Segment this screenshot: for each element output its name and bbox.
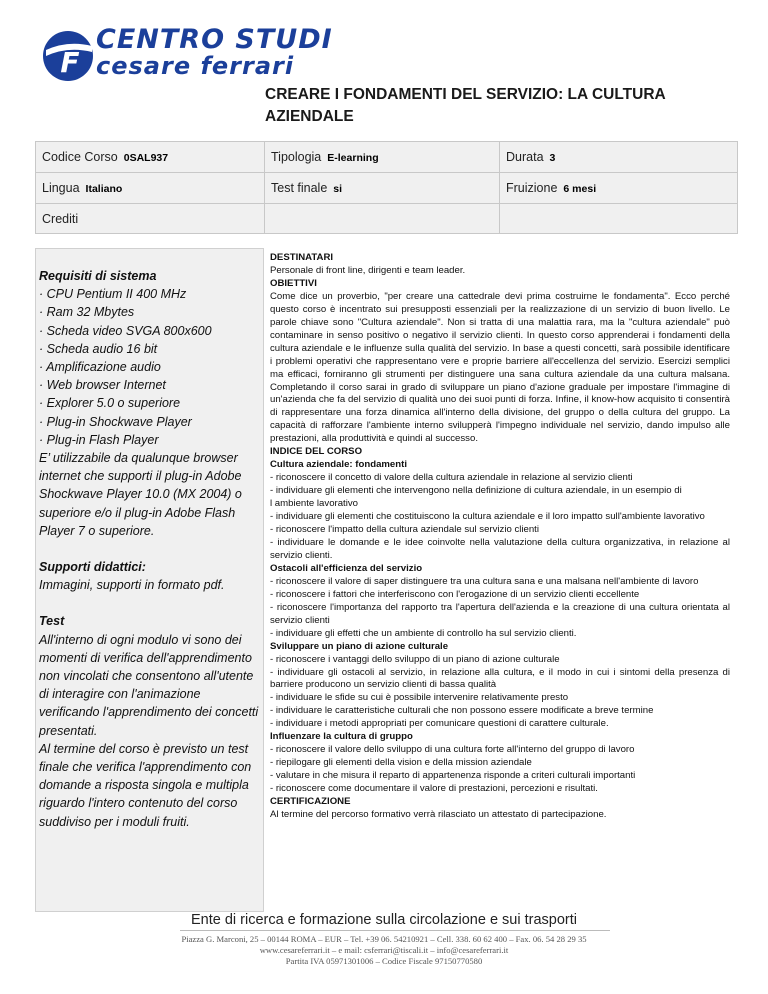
requisiti-item: · Web browser Internet [39, 378, 166, 393]
certificazione-text: Al termine del percorso formativo verrà rilasciato un attestato di partecipazione. [270, 808, 607, 820]
destinatari-heading: DESTINATARI [270, 252, 334, 263]
empty-cell [500, 204, 738, 234]
module-item: - riconoscere il valore di saper distinguere tra una cultura sana e una malsana nell'ambiente di lavoro [270, 575, 699, 587]
requisiti-item: · Ram 32 Mbytes [39, 305, 135, 320]
test-finale-value: si [333, 183, 343, 195]
durata-value: 3 [549, 152, 556, 164]
crediti-cell [36, 204, 265, 234]
lingua-label: Lingua [42, 181, 80, 195]
supporti-heading: Supporti didattici: [39, 560, 146, 575]
test-finale-cell [265, 173, 500, 204]
lingua-value: Italiano [85, 183, 123, 195]
obiettivi-text: Come dice un proverbio, "per creare una cattedrale devi prima costruirne le fondamenta". Ecco perché questo corso è incentrato sui presupposti essenziali per la realizzazione di un servizio di buon livello. Le parole chiave sono "Cultura aziendale". Non si tratta di una malattia rara, ma la "cultura aziendale" può contaminare in senso positivo o negativo il servizio clienti. In questo corso apprenderai i fondamenti della cultura aziendale e le influenze sulla qualità del servizio. In base a questi concetti, sarà possibile identificare i problemi operativi che rappresentano vere e proprie barriere all'eccellenza del servizio. Esercizi semplici ma efficaci, forniranno gli strumenti per distinguere una sana cultura aziendale da una cultura malsana. Completando il corso sarai in grado di sviluppare un piano d'azione graduale per impostare l'immagine di un'azienda che fa del servizio di qualità uno dei suoi punti di forza. Infine, il know-how acquisito ti consentirà di rappresentare una forza dinamica all'interno della divisione, del gruppo o della cultura del gruppo. La capacità di rafforzare l'ambiente interno svilupperà l'impegno individuale nel servizio, dando impulso alle prestazioni, alla produttività e quindi al successo. [270, 290, 730, 445]
module-item: - individuare i metodi appropriati per comunicare questioni di carattere culturale. [270, 718, 609, 730]
tipologia-cell [265, 142, 500, 173]
module-item: - riepilogare gli elementi della vision e della mission aziendale [270, 757, 532, 769]
module-item: - riconoscere i fattori che interferiscono con l'erogazione di un servizio clienti eccellente [270, 588, 640, 600]
test-text: All'interno di ogni modulo vi sono dei momenti di verifica dell'apprendimento non vincolati che consentono all'utente di interagire con l'animazione verificando l'apprendimento dei concetti presentati. [39, 632, 259, 738]
module-heading: Cultura aziendale: fondamenti [270, 459, 407, 471]
requisiti-item: · Explorer 5.0 o superiore [39, 396, 181, 411]
test-text: Al termine del corso è previsto un test finale che verifica l'apprendimento con domande a risposta singola e multipla riguardo l'intero contenuto del corso suddiviso per i moduli fruiti. [39, 741, 252, 829]
module-item: - individuare le caratteristiche culturali che non possono essere modificate a breve termine [270, 705, 654, 717]
durata-cell [500, 142, 738, 173]
lingua-cell [36, 173, 265, 204]
module-heading: Influenzare la cultura di gruppo [270, 731, 413, 743]
requisiti-heading: Requisiti di sistema [39, 269, 157, 283]
footer-divider [180, 930, 610, 931]
module-item: - individuare gli ostacoli al servizio, in relazione alla cultura, e il modo in cui i sintomi della presenza di barriere producono un servizio clienti di bassa qualità [270, 666, 730, 691]
supporti-block [39, 558, 259, 594]
module-item: - riconoscere il concetto di valore della cultura aziendale in relazione al servizio clienti [270, 472, 633, 484]
module-item: - riconoscere i vantaggi dello sviluppo di un piano di azione culturale [270, 653, 560, 665]
fruizione-value: 6 mesi [563, 183, 597, 195]
tipologia-label: Tipologia [271, 150, 322, 164]
footer-contacts: www.cesareferrari.it – e mail: csferrari@tiscali.it – info@cesareferrari.it [259, 945, 509, 955]
module-item: - individuare gli elementi che costituiscono la cultura aziendale e il loro impatto sull'ambiente lavorativo [270, 511, 705, 523]
module-item: - individuare gli elementi che intervengono nella definizione di cultura aziendale, in un esempio di [270, 485, 682, 497]
info-row [36, 142, 738, 173]
requisiti-item: · Plug-in Flash Player [39, 432, 159, 447]
certificazione-heading: CERTIFICAZIONE [270, 796, 351, 808]
module-item: l ambiente lavorativo [270, 498, 358, 510]
module-item: - valutare in che misura il reparto di appartenenza risponde a criteri culturali importanti [270, 770, 636, 782]
module-item: - riconoscere il valore dello sviluppo di una cultura forte all'interno del gruppo di lavoro [270, 744, 635, 756]
empty-cell [265, 204, 500, 234]
footer-title: Ente di ricerca e formazione sulla circolazione e sui trasporti [190, 912, 578, 928]
module-item: - riconoscere l'impatto della cultura aziendale sul servizio clienti [270, 524, 539, 536]
requisiti-item: · Scheda video SVGA 800x600 [39, 323, 212, 338]
codice-value: 0SAL937 [123, 152, 169, 164]
durata-label: Durata [506, 150, 544, 164]
module-item: - individuare le sfide su cui è possibile intervenire relativamente presto [270, 692, 569, 704]
obiettivi-heading: OBIETTIVI [270, 277, 317, 289]
left-sidebar-text [36, 267, 265, 849]
logo-line1: CENTRO STUDI [96, 24, 333, 55]
module-item: - riconoscere come documentare il valore di prestazioni, percezioni e risultati. [270, 783, 598, 795]
crediti-label: Crediti [42, 211, 79, 226]
footer-address: Piazza G. Marconi, 25 – 00144 ROMA – EUR – Tel. +39 06. 54210921 – Cell. 338. 60 62 400 – Fax. 06. 54 28 29 35 [181, 934, 587, 944]
module-item: - individuare gli effetti che un ambiente di controllo ha sul servizio clienti. [270, 627, 577, 639]
requisiti-item: · Amplificazione audio [39, 360, 161, 375]
logo-line2: cesare ferrari [96, 52, 295, 80]
course-title: CREARE I FONDAMENTI DEL SERVIZIO: LA CULTURA AZIENDALE [265, 86, 666, 125]
test-finale-label: Test finale [271, 181, 328, 195]
left-sidebar [35, 248, 264, 912]
course-info-table [35, 141, 738, 234]
module-item: - individuare le domande e le idee coinvolte nella valutazione della cultura organizzativa, in relazione al servizio clienti. [270, 536, 730, 561]
supporti-text: Immagini, supporti in formato pdf. [39, 578, 225, 593]
test-block [39, 612, 259, 830]
requisiti-item: · Plug-in Shockwave Player [39, 414, 192, 429]
tipologia-value: E-learning [327, 152, 379, 164]
requisiti-item: · CPU Pentium II 400 MHz [39, 287, 187, 302]
fruizione-cell [500, 173, 738, 204]
requisiti-item: · Scheda audio 16 bit [39, 341, 158, 356]
module-item: - riconoscere l'importanza del rapporto tra l'apertura dell'azienda e la creazione di una cultura orientata al servizio clienti [270, 601, 730, 626]
codice-cell [36, 142, 265, 173]
svg-text:F: F [60, 46, 80, 79]
info-row [36, 204, 738, 234]
module-heading: Ostacoli all'efficienza del servizio [270, 562, 423, 574]
test-heading: Test [39, 614, 65, 629]
module-heading: Sviluppare un piano di azione culturale [270, 640, 449, 652]
logo-emblem-icon [40, 28, 96, 84]
course-description [270, 252, 730, 822]
info-row [36, 173, 738, 204]
destinatari-text: Personale di front line, dirigenti e team leader. [270, 264, 466, 276]
requisiti-block [39, 267, 259, 540]
fruizione-label: Fruizione [506, 181, 558, 195]
logo [40, 22, 340, 84]
codice-label: Codice Corso [42, 150, 118, 164]
requisiti-note: E’ utilizzabile da qualunque browser internet che supporti il plug-in Adobe Shockwave Player 10.0 (MX 2004) o superiore e/o il plug-in Adobe Flash Player 7 o superiore. [39, 451, 242, 538]
footer-fiscal: Partita IVA 05971301006 – Codice Fiscale 97150770580 [285, 956, 483, 966]
indice-heading: INDICE DEL CORSO [270, 446, 363, 458]
